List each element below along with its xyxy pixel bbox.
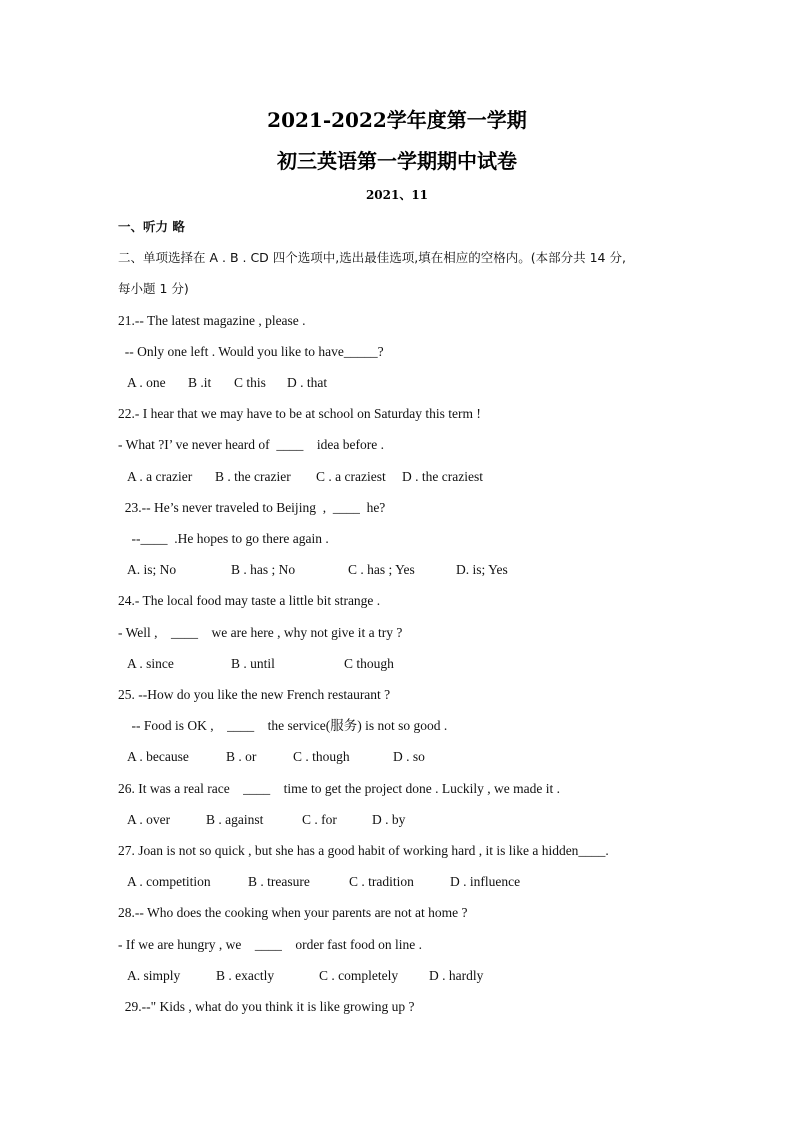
question-21-prompt: 21.-- The latest magazine , please . (118, 313, 306, 328)
question-21-option-c: C this (234, 375, 266, 390)
question-27-prompt: 27. Joan is not so quick , but she has a good habit of working hard , it is like a hidden____. (118, 843, 609, 858)
question-24-option-a: A . since (127, 656, 174, 671)
question-25-prompt: 25. --How do you like the new French restaurant ? (118, 687, 391, 702)
question-24-option-b: B . until (231, 656, 275, 671)
question-28-option-a: A. simply (127, 968, 181, 983)
question-21-response: -- Only one left . Would you like to have_____? (118, 344, 384, 359)
question-25-option-c: C . though (293, 749, 350, 764)
question-27-option-a: A . competition (127, 874, 211, 889)
question-24-option-c: C though (344, 656, 394, 671)
question-23-option-b: B . has ; No (231, 562, 296, 577)
question-23-option-c: C . has ; Yes (348, 562, 415, 577)
question-28-response: - If we are hungry , we ____ order fast food on line . (118, 937, 423, 952)
question-24-prompt: 24.- The local food may taste a little bit strange . (118, 593, 381, 608)
question-23-response: --____ .He hopes to go there again . (118, 531, 329, 546)
question-25-option-a: A . because (127, 749, 189, 764)
question-23-option-a: A. is; No (127, 562, 177, 577)
question-28-option-d: D . hardly (429, 968, 484, 983)
question-22-option-b: B . the crazier (215, 469, 291, 484)
question-25-option-d: D . so (393, 749, 425, 764)
question-27-option-b: B . treasure (248, 874, 310, 889)
section2-instruction-line2: 每小题 1 分) (118, 281, 189, 296)
question-22-option-d: D . the craziest (402, 469, 483, 484)
question-21-option-d: D . that (287, 375, 328, 390)
question-28-prompt: 28.-- Who does the cooking when your parents are not at home ? (118, 905, 468, 920)
question-27-option-d: D . influence (450, 874, 521, 889)
question-26-option-b: B . against (206, 812, 264, 827)
section-listening: 一、听力 略 (118, 219, 185, 234)
exam-title-subject: 初三英语第一学期期中试卷 (277, 149, 517, 173)
question-27-option-c: C . tradition (349, 874, 414, 889)
question-28-option-b: B . exactly (216, 968, 275, 983)
question-21-option-a: A . one (127, 375, 166, 390)
question-22-prompt: 22.- I hear that we may have to be at school on Saturday this term ! (118, 406, 481, 421)
exam-date: 2021、11 (365, 188, 429, 202)
question-28-option-c: C . completely (319, 968, 399, 983)
section2-instruction-line1: 二、单项选择在 A . B . CD 四个选项中,选出最佳选项,填在相应的空格内。(本部分共 14 分, (118, 250, 626, 265)
question-26-prompt: 26. It was a real race ____ time to get the project done . Luckily , we made it . (118, 781, 560, 796)
question-25-option-b: B . or (226, 749, 257, 764)
question-23-prompt: 23.-- He’s never traveled to Beijing , ____ he? (118, 500, 386, 515)
question-26-option-a: A . over (127, 812, 171, 827)
question-25-response: -- Food is OK , ____ the service(服务) is not so good . (118, 718, 448, 733)
question-21-option-b: B .it (188, 375, 212, 390)
question-29-prompt: 29.--" Kids , what do you think it is like growing up ? (118, 999, 415, 1014)
question-22-response: - What ?I’ ve never heard of ____ idea before . (118, 437, 384, 452)
question-23-option-d: D. is; Yes (456, 562, 508, 577)
question-22-option-c: C . a craziest (316, 469, 386, 484)
exam-title-year: 2021-2022学年度第一学期 (267, 108, 527, 132)
question-22-option-a: A . a crazier (127, 469, 193, 484)
question-26-option-c: C . for (302, 812, 337, 827)
question-26-option-d: D . by (372, 812, 406, 827)
question-24-response: - Well , ____ we are here , why not give it a try ? (118, 625, 403, 640)
